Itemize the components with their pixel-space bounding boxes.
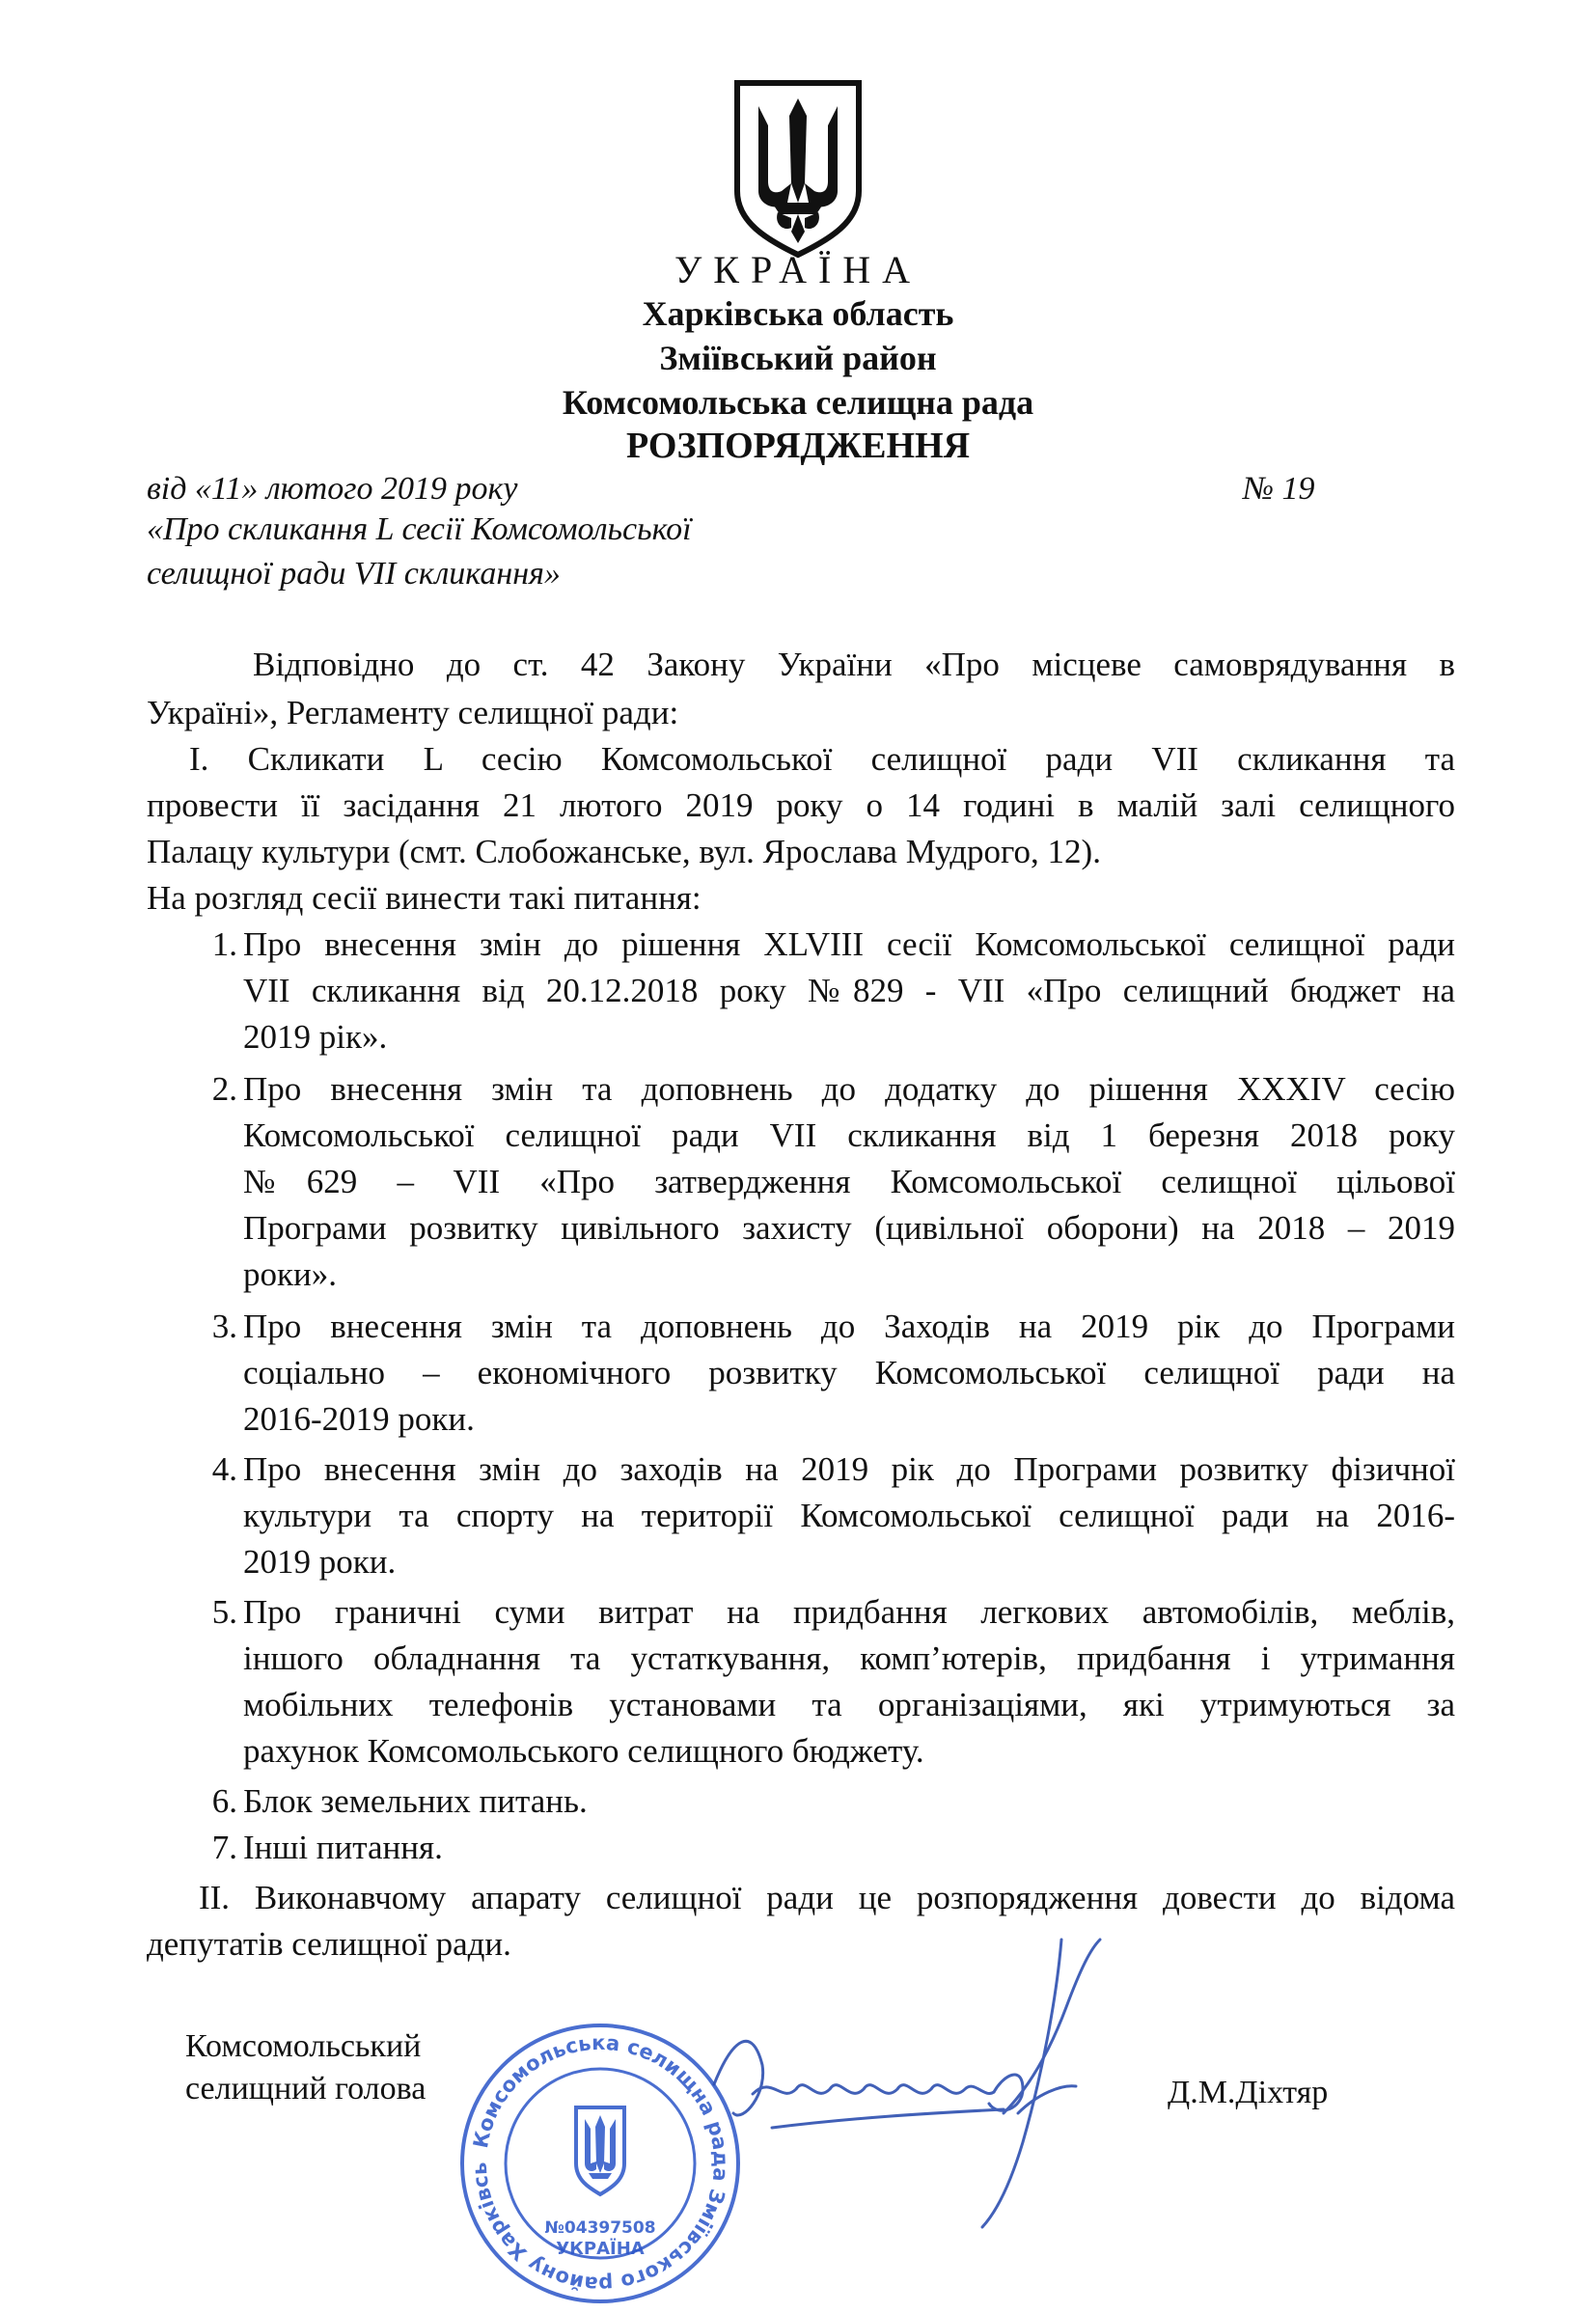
agenda-line: соціально – економічного розвитку Комсомольської селищної ради на bbox=[243, 1354, 1455, 1391]
agenda-line: Інші питання. bbox=[243, 1829, 443, 1866]
stamp-code: №04397508 bbox=[544, 2218, 656, 2238]
signatory-position-line-2: селищний голова bbox=[185, 2071, 427, 2106]
preamble-line-2: Україні», Регламенту селищної ради: bbox=[147, 694, 679, 731]
agenda-line: іншого обладнання та устаткування, комп’ютерів, придбання і утримання bbox=[243, 1639, 1455, 1677]
agenda-line: культури та спорту на території Комсомольської селищної ради на 2016- bbox=[243, 1497, 1455, 1534]
section2-line-1: II. Виконавчому апарату селищної ради це розпорядження довести до відома bbox=[199, 1879, 1455, 1916]
agenda-line: Блок земельних питань. bbox=[243, 1782, 588, 1820]
subject-line-2: селищної ради VII скликання» bbox=[147, 556, 561, 592]
document-date: від «11» лютого 2019 року bbox=[147, 471, 518, 507]
subject-line-1: «Про скликання L сесії Комсомольської bbox=[147, 511, 692, 547]
agenda-line: VII скликання від 20.12.2018 року №829 - VII «Про селищний бюджет на bbox=[243, 972, 1455, 1009]
agenda-number: 1. bbox=[211, 925, 237, 963]
agenda-line: Про внесення змін до рішення XLVIII сесії Комсомольської селищної ради bbox=[243, 925, 1455, 963]
region-name: Харківська область bbox=[642, 294, 954, 333]
agenda-number: 3. bbox=[211, 1308, 237, 1345]
agenda-line: 2019 роки. bbox=[243, 1543, 397, 1581]
handwritten-signature bbox=[675, 1920, 1129, 2239]
stamp-country: УКРАЇНА bbox=[556, 2239, 645, 2259]
agenda-line: Про внесення змін до заходів на 2019 рік до Програми розвитку фізичної bbox=[243, 1450, 1455, 1488]
agenda-line: 2016-2019 роки. bbox=[243, 1400, 475, 1438]
agenda-line: Комсомольської селищної ради VII скликання від 1 березня 2018 року bbox=[243, 1116, 1455, 1154]
agenda-line: Програми розвитку цивільного захисту (цивільної оборони) на 2018 – 2019 bbox=[243, 1209, 1455, 1247]
coat-of-arms-icon bbox=[729, 77, 867, 261]
agenda-line: Про граничні суми витрат на придбання легкових автомобілів, меблів, bbox=[243, 1593, 1455, 1631]
agenda-number: 4. bbox=[211, 1450, 237, 1488]
signatory-name: Д.М.Діхтяр bbox=[1168, 2075, 1329, 2110]
stamp-trident-icon bbox=[576, 2107, 624, 2194]
agenda-number: 2. bbox=[211, 1070, 237, 1108]
document-number: № 19 bbox=[1243, 471, 1315, 507]
agenda-line: мобільних телефонів установами та організаціями, які утримуються за bbox=[243, 1686, 1455, 1723]
council-name: Комсомольська селищна рада bbox=[562, 383, 1034, 422]
agenda-line: роки». bbox=[243, 1255, 337, 1293]
agenda-line: Про внесення змін та доповнень до Заходів на 2019 рік до Програми bbox=[243, 1308, 1455, 1345]
agenda-line: 2019 рік». bbox=[243, 1018, 388, 1056]
agenda-line: №629 – VII «Про затвердження Комсомольської селищної цільової bbox=[243, 1163, 1455, 1200]
country-name: УКРАЇНА bbox=[674, 248, 922, 291]
section1-line-1: I. Скликати L сесію Комсомольської селищної ради VII скликання та bbox=[189, 740, 1455, 778]
agenda-number: 7. bbox=[211, 1829, 237, 1866]
agenda-intro: На розгляд сесії винести такі питання: bbox=[147, 879, 702, 917]
section2-line-2: депутатів селищної ради. bbox=[147, 1925, 511, 1963]
preamble-line-1: Відповідно до ст. 42 Закону України «Про місцеве самоврядування в bbox=[253, 646, 1455, 683]
stamp-outer-text: Комсомольська селищна рада Зміївського району Харківсь bbox=[467, 2030, 733, 2297]
agenda-number: 6. bbox=[211, 1782, 237, 1820]
document-type: РОЗПОРЯДЖЕННЯ bbox=[625, 426, 971, 466]
agenda-line: Про внесення змін та доповнень до додатку до рішення XXXIV сесію bbox=[243, 1070, 1455, 1108]
section1-line-3: Палацу культури (смт. Слобожанське, вул. Ярослава Мудрого, 12). bbox=[147, 833, 1101, 870]
agenda-number: 5. bbox=[211, 1593, 237, 1631]
signatory-position-line-1: Комсомольський bbox=[185, 2028, 422, 2064]
district-name: Зміївський район bbox=[659, 339, 937, 377]
agenda-line: рахунок Комсомольського селищного бюджету. bbox=[243, 1732, 924, 1770]
section1-line-2: провести її засідання 21 лютого 2019 року о 14 годині в малій залі селищного bbox=[147, 786, 1455, 824]
